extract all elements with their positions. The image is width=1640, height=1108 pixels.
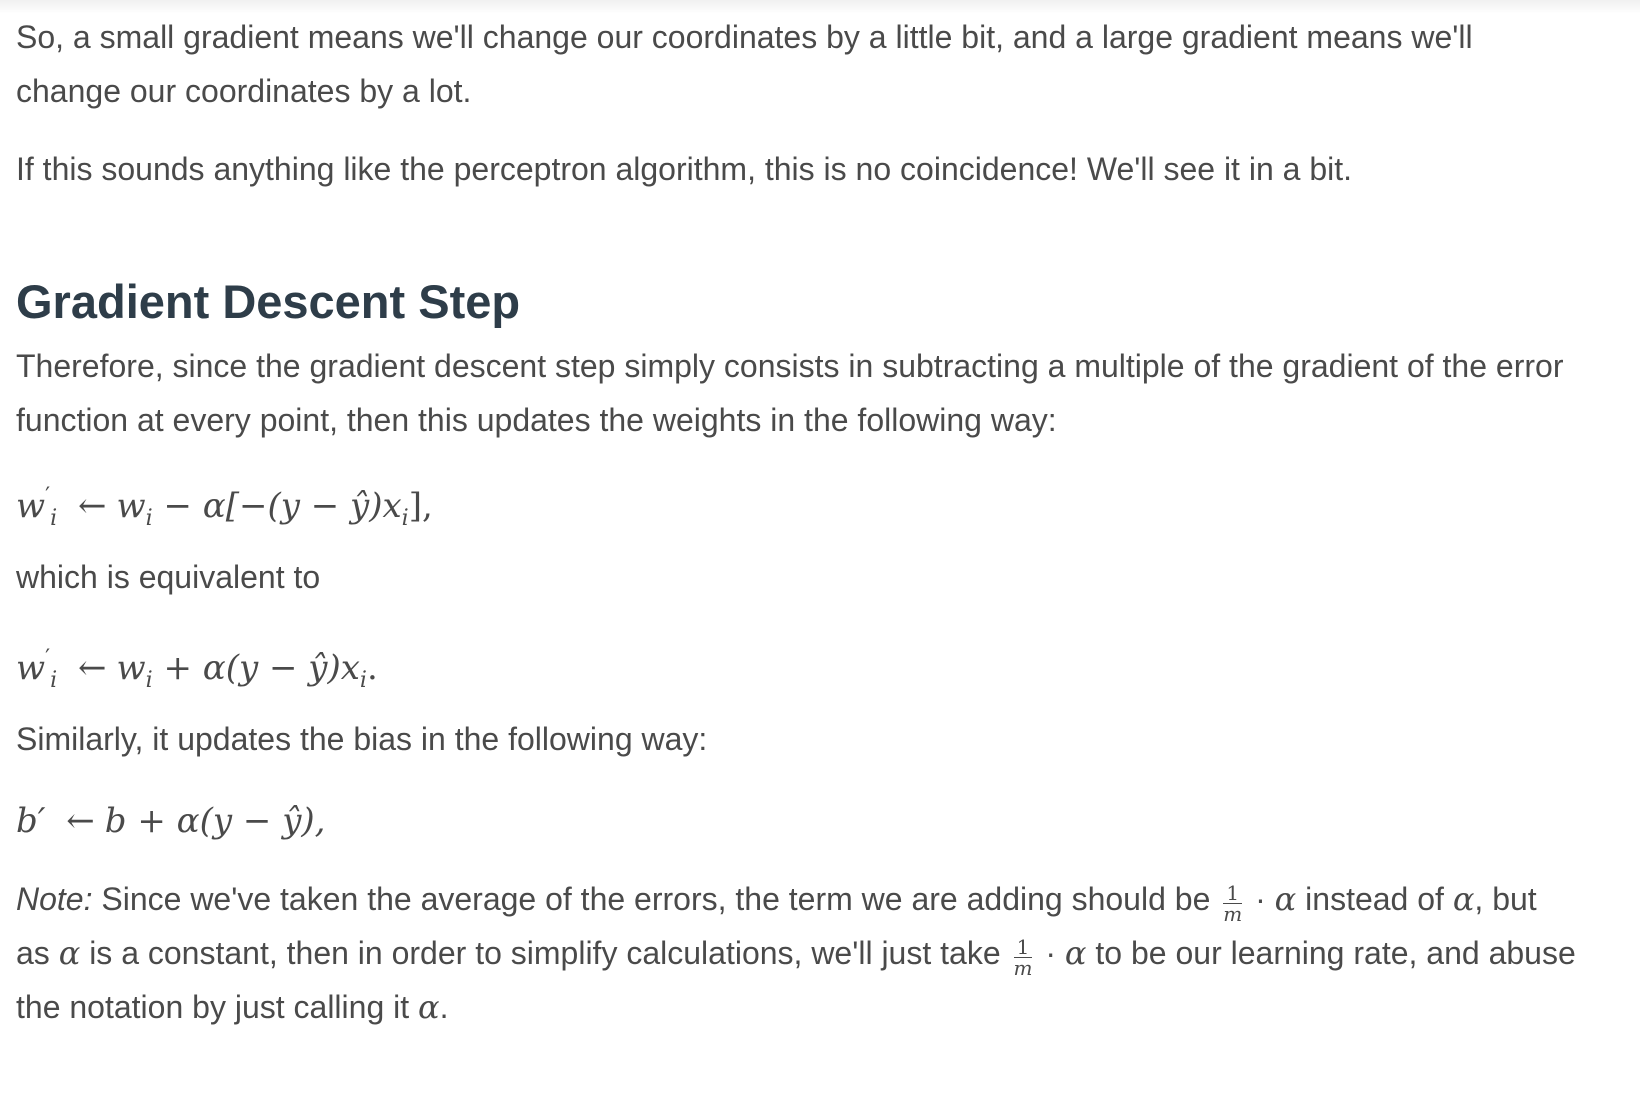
eq1-tail: ],: [408, 486, 433, 526]
fraction-one-over-m: [1223, 881, 1243, 927]
eq1-lhs-sub: i: [50, 506, 58, 531]
note-part8: .: [439, 989, 449, 1025]
note-alpha: α: [1274, 880, 1297, 918]
eq1-prime: ′: [45, 484, 51, 509]
eq2-arrow: ←: [77, 648, 107, 688]
note-part2: ·: [1246, 881, 1275, 917]
eq1-arrow: ←: [77, 486, 107, 526]
note-part3: instead of: [1296, 881, 1453, 917]
eq2-w: w: [116, 648, 146, 688]
note-alpha2: α: [1452, 880, 1475, 918]
note-part6: ·: [1036, 935, 1065, 971]
eq2-lhs-sub: i: [50, 668, 58, 693]
eq2-prime: ′: [45, 646, 51, 671]
paragraph-equivalent: which is equivalent to: [16, 559, 321, 595]
eq2-tail: .: [366, 648, 378, 688]
eq1-x-sub: i: [401, 506, 409, 531]
fraction-one-over-m-2: [1013, 935, 1033, 981]
section-heading-gradient-descent-step: Gradient Descent Step: [16, 275, 521, 328]
eq2-rest: + α(y − ŷ)x: [163, 648, 360, 688]
paragraph-weights-update-intro: Therefore, since the gradient descent step simply consists in subtracting a multiple of the gradient of the error function at every point, then this updates the weights in the following way:: [16, 348, 1564, 438]
eq2-w-sub: i: [145, 668, 153, 693]
note-alpha5: α: [418, 988, 440, 1026]
fraction-denominator: m: [1223, 902, 1243, 927]
paragraph-note-learning-rate: [16, 872, 1576, 1034]
note-part4: , but as: [16, 881, 1537, 971]
note-part7: to be our learning rate, and abuse the notation by just calling it: [16, 935, 1576, 1025]
equation-bias-update: [16, 794, 325, 848]
eq2-lhs: w: [16, 648, 46, 688]
equation-weight-update-simplified: [16, 632, 378, 708]
eq2-x-sub: i: [359, 668, 367, 693]
eq1-lhs: w: [16, 486, 46, 526]
equation-weight-update: [16, 470, 433, 546]
eq3-lhs: b′: [16, 801, 46, 841]
fraction-numerator: 1: [1223, 883, 1242, 904]
fraction2-numerator: 1: [1014, 937, 1033, 958]
note-alpha3: α: [58, 934, 81, 972]
eq1-rest: − α[−(y − ŷ)x: [163, 486, 402, 526]
note-part1: Since we've taken the average of the errors, the term we are adding should be: [92, 881, 1220, 917]
eq1-w: w: [116, 486, 146, 526]
note-alpha4: α: [1064, 934, 1087, 972]
eq3-rest: b + α(y − ŷ),: [104, 801, 326, 841]
eq3-arrow: ←: [66, 801, 95, 841]
paragraph-bias-update-intro: Similarly, it updates the bias in the following way:: [16, 721, 708, 757]
paragraph-gradient-size: So, a small gradient means we'll change our coordinates by a little bit, and a large gradient means we'll change our coordinates by a lot.: [16, 19, 1473, 109]
note-label: Note:: [16, 881, 93, 917]
paragraph-perceptron-note: If this sounds anything like the perceptron algorithm, this is no coincidence! We'll see it in a bit.: [16, 151, 1352, 187]
eq1-w-sub: i: [145, 506, 153, 531]
note-part5: is a constant, then in order to simplify calculations, we'll just take: [80, 935, 1010, 971]
fraction2-denominator: m: [1013, 956, 1033, 981]
